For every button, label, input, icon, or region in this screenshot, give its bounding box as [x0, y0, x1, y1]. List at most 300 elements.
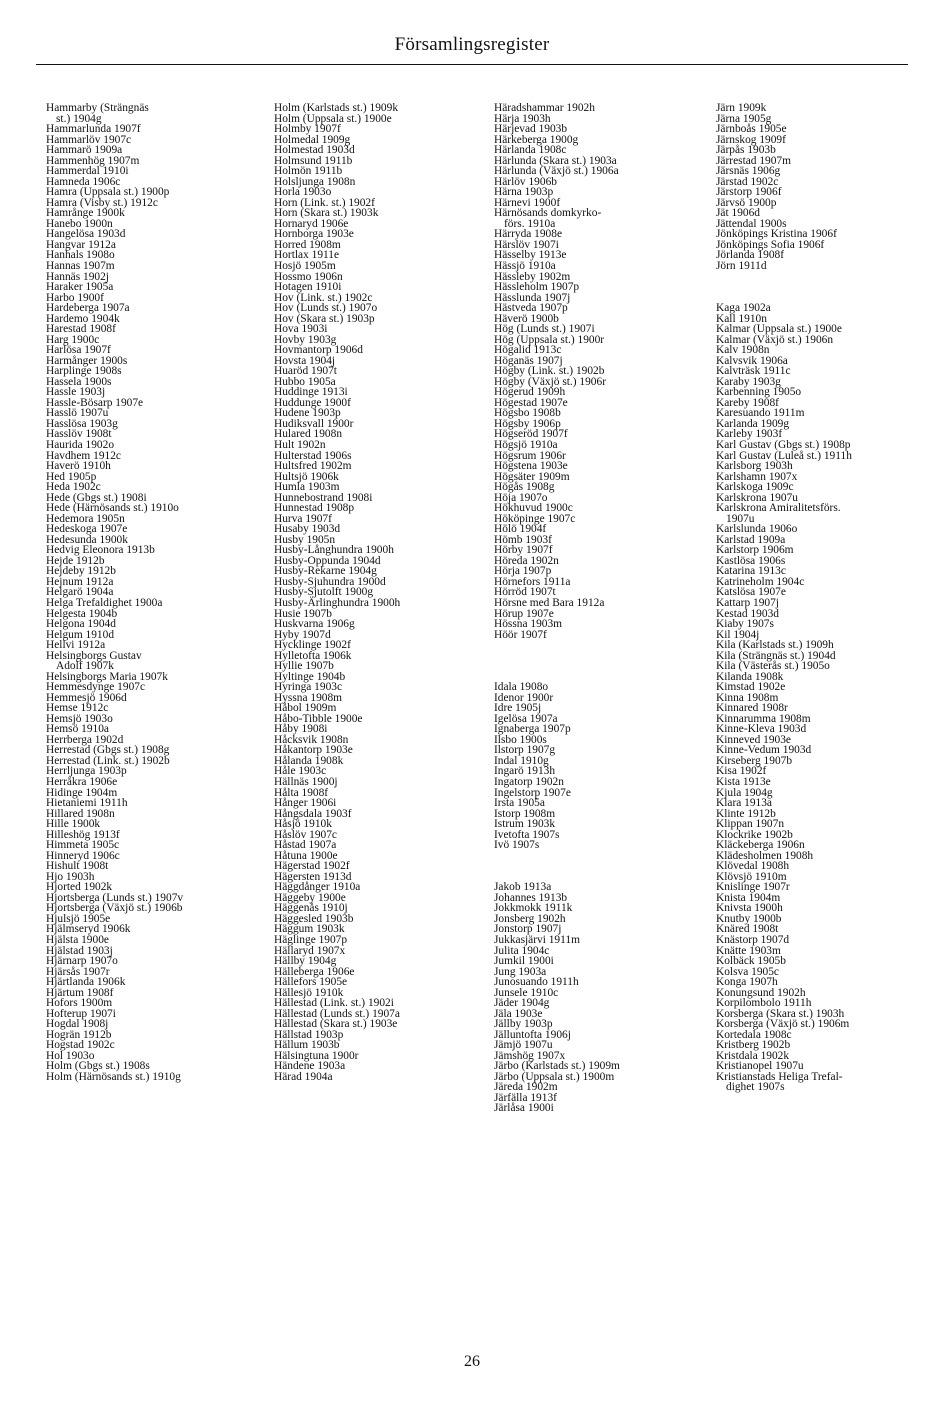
register-entry: Hästveda 1907p	[494, 302, 568, 315]
register-entry: Karlskoga 1909c	[716, 481, 794, 494]
register-entry: Häggdånger 1910a	[274, 881, 361, 894]
register-entry: Järstad 1902c	[716, 175, 779, 188]
register-entry: Hassle 1903j	[46, 386, 106, 399]
register-entry: Ilsbo 1900s	[494, 733, 547, 746]
register-entry: Hudiksvall 1900r	[274, 417, 354, 430]
register-entry: Kisa 1902f	[716, 765, 767, 778]
register-entry: Knislinge 1907r	[716, 881, 790, 894]
register-entry-continuation: st.) 1904g	[56, 112, 102, 125]
register-entry: Järstorp 1906f	[716, 186, 782, 199]
register-entry: Istorp 1908m	[494, 807, 556, 820]
register-entry: Hyltinge 1904b	[274, 670, 346, 683]
register-entry: Kinneved 1903e	[716, 733, 791, 746]
register-entry: Kinnared 1908r	[716, 702, 788, 715]
register-entry: Hemsö 1910a	[46, 723, 109, 736]
register-entry: Hammarö 1909a	[46, 144, 123, 157]
register-entry: Högsjö 1910a	[494, 439, 558, 451]
register-entry: Huddinge 1913i	[274, 386, 348, 399]
register-entry: Hofors 1900m	[46, 997, 113, 1010]
register-entry: Hångsdala 1903f	[274, 807, 352, 820]
register-entry: Hotagen 1910i	[274, 281, 342, 294]
register-entry: Hjärtlanda 1906k	[46, 976, 126, 989]
register-entry-continuation: förs. 1910a	[504, 217, 556, 230]
register-entry: Husby-Oppunda 1904d	[274, 554, 381, 567]
register-entry: Huddunge 1900f	[274, 396, 351, 409]
register-entry: Hjärsås 1907r	[46, 965, 110, 978]
register-entry: Högby (Växjö st.) 1906r	[494, 375, 606, 388]
register-entry: Härkeberga 1900g	[494, 133, 579, 146]
register-column-1	[46, 103, 258, 1082]
register-entry: Hedeskoga 1907e	[46, 523, 128, 536]
register-entry: Hultsfred 1902m	[274, 460, 352, 473]
register-entry: Hjortsberga (Lunds st.) 1907v	[46, 891, 184, 904]
register-entry: Klockrike 1902b	[716, 828, 793, 841]
register-entry: Holm (Härnösands st.) 1910g	[46, 1070, 181, 1083]
register-entry: Hasslösa 1903g	[46, 417, 118, 430]
register-entry: Högsäter 1909m	[494, 470, 570, 483]
register-entry: Järnskog 1909f	[716, 133, 786, 146]
register-entry: Helgona 1904d	[46, 618, 116, 631]
register-entry: Kil 1904j	[716, 628, 760, 641]
register-entry: Igelösa 1907a	[494, 712, 558, 725]
register-entry: Hamneda 1906c	[46, 175, 121, 188]
register-entry: Hed 1905p	[46, 470, 97, 483]
register-entry: Konga 1907h	[716, 976, 778, 989]
register-entry: Knäred 1908t	[716, 923, 779, 936]
register-entry: Kristberg 1902b	[716, 1039, 791, 1052]
register-entry: Hällnäs 1900j	[274, 776, 338, 788]
register-entry: Håby 1908i	[274, 723, 328, 736]
register-entry: Havdhem 1912c	[46, 449, 121, 462]
register-entry: Kimstad 1902e	[716, 681, 786, 694]
header-rule	[36, 64, 908, 65]
register-entry: Hjälmseryd 1906k	[46, 923, 131, 936]
register-entry: Hishult 1908t	[46, 860, 109, 873]
register-entry: Heda 1902c	[46, 481, 101, 494]
register-entry: Idala 1908o	[494, 681, 549, 694]
register-entry: Karaby 1903g	[716, 375, 781, 388]
register-entry: Härna 1903p	[494, 186, 554, 199]
register-entry: Haurida 1902o	[46, 439, 115, 451]
register-entry: Kall 1910n	[716, 312, 767, 325]
register-entry: Härjevad 1903b	[494, 123, 568, 136]
register-entry: Höör 1907f	[494, 628, 547, 641]
section-gap	[494, 861, 706, 872]
register-entry: Hilleshög 1913f	[46, 828, 120, 841]
register-entry: Hogdal 1908j	[46, 1018, 109, 1031]
register-entry: Hjärtum 1908f	[46, 986, 114, 999]
register-entry: Harplinge 1908s	[46, 365, 122, 378]
register-column-4	[716, 103, 928, 1093]
register-entry: Högsby 1906p	[494, 417, 561, 430]
register-entry: Istrum 1903k	[494, 818, 556, 831]
register-entry: Hangvar 1912a	[46, 238, 116, 251]
register-entry: Hägerstad 1902f	[274, 860, 350, 873]
register-entry: Högseröd 1907f	[494, 428, 568, 441]
register-entry: Humla 1903m	[274, 481, 340, 494]
register-entry: Indal 1910g	[494, 754, 549, 767]
register-entry: Hjortsberga (Växjö st.) 1906b	[46, 902, 183, 915]
register-entry: Hille 1900k	[46, 818, 101, 831]
register-entry: Hörnefors 1911a	[494, 575, 571, 588]
register-entry: Hörsne med Bara 1912a	[494, 596, 605, 609]
register-entry: Jumkil 1900i	[494, 955, 554, 968]
register-entry: Hyby 1907d	[274, 628, 331, 641]
register-entry: Hamra (Visby st.) 1912c	[46, 196, 158, 209]
register-entry: Hovby 1903g	[274, 333, 337, 346]
register-entry: Hömb 1903f	[494, 533, 552, 546]
register-entry: Ingatorp 1902n	[494, 776, 564, 788]
register-entry: Karl Gustav (Gbgs st.) 1908p	[716, 439, 851, 451]
register-entry: Husby-Sjuhundra 1900d	[274, 575, 386, 588]
register-entry: Karlstorp 1906m	[716, 544, 794, 557]
register-entry: Hörröd 1907t	[494, 586, 556, 599]
register-entry: Höja 1907o	[494, 491, 548, 504]
section-gap	[494, 661, 706, 672]
register-entry: Holmön 1911b	[274, 165, 343, 178]
register-entry: Högsbo 1908b	[494, 407, 561, 420]
register-entry: Kaga 1902a	[716, 302, 771, 315]
register-entry: Helgum 1910d	[46, 628, 115, 641]
register-entry: Härad 1904a	[274, 1070, 333, 1083]
register-entry: Hammerdal 1910i	[46, 165, 129, 178]
register-entry: Hejnum 1912a	[46, 575, 114, 588]
register-entry: Kalvträsk 1911c	[716, 365, 791, 378]
register-entry: Hasslöv 1908t	[46, 428, 112, 441]
register-entry: Knätte 1903m	[716, 944, 781, 957]
register-entry: Hällefors 1905e	[274, 976, 348, 989]
register-entry: Karlskrona Amiralitetsförs.	[716, 502, 841, 515]
register-entry: Hannas 1907m	[46, 259, 115, 272]
register-entry: Hunnestad 1908p	[274, 502, 355, 515]
register-entry: Kila (Västerås st.) 1905o	[716, 660, 830, 673]
register-entry: Husby-Ärlinghundra 1900h	[274, 596, 401, 609]
register-entry: Klippan 1907n	[716, 818, 785, 831]
register-entry: Kalv 1908n	[716, 344, 770, 357]
register-entry: Härryda 1908e	[494, 228, 562, 241]
register-entry: Husby-Långhundra 1900h	[274, 544, 394, 557]
register-entry: Haverö 1910h	[46, 460, 111, 473]
register-entry: Hammarlunda 1907f	[46, 123, 141, 136]
register-entry: Horred 1908m	[274, 238, 341, 251]
register-entry: Ingelstorp 1907e	[494, 786, 571, 799]
register-entry: Hogrän 1912b	[46, 1028, 112, 1041]
register-entry: Idre 1905j	[494, 702, 542, 715]
register-entry: Knista 1904m	[716, 891, 781, 904]
register-entry: Knutby 1900b	[716, 912, 782, 925]
register-entry: Helsingborgs Gustav	[46, 649, 142, 662]
register-entry: Håcksvik 1908n	[274, 733, 349, 746]
register-entry: Holm (Gbgs st.) 1908s	[46, 1060, 150, 1073]
register-entry: Jörlanda 1908f	[716, 249, 785, 262]
register-entry: Jönköpings Sofia 1906f	[716, 238, 825, 251]
register-entry: Järpås 1903b	[716, 144, 776, 157]
register-entry: Hjo 1903h	[46, 870, 95, 883]
register-entry: Järsnäs 1906g	[716, 165, 781, 178]
register-entry: Hålanda 1908k	[274, 754, 344, 767]
register-entry: Håslöv 1907c	[274, 828, 337, 841]
register-entry: Jokkmokk 1911k	[494, 902, 573, 915]
register-entry: Hornborga 1903e	[274, 228, 354, 241]
register-entry: Hjärnarp 1907o	[46, 955, 118, 968]
register-entry: Håbol 1909m	[274, 702, 337, 715]
register-entry: Karlskrona 1907u	[716, 491, 798, 504]
register-entry: Holm (Uppsala st.) 1900e	[274, 112, 392, 125]
register-entry: Hannäs 1902j	[46, 270, 109, 283]
section-gap	[494, 851, 706, 862]
register-entry: Kista 1913e	[716, 776, 771, 788]
register-entry: Kolsva 1905c	[716, 965, 779, 978]
register-entry: Hossmo 1906n	[274, 270, 343, 283]
register-entry: Kalvsvik 1906a	[716, 354, 788, 367]
register-entry: Häggesled 1903b	[274, 912, 354, 925]
register-entry: Häggenås 1910j	[274, 902, 348, 915]
register-entry: Järna 1905g	[716, 112, 772, 125]
register-entry: Häverö 1900b	[494, 312, 559, 325]
register-entry: Hammarby (Strängnäs	[46, 102, 149, 114]
register-entry: Hässleholm 1907p	[494, 281, 580, 294]
register-entry: Konungsund 1902h	[716, 986, 806, 999]
register-entry: Hägersten 1913d	[274, 870, 352, 883]
register-entry: Katslösa 1907e	[716, 586, 786, 599]
register-entry: Högalid 1913c	[494, 344, 562, 357]
register-entry: Högestad 1907e	[494, 396, 568, 409]
register-entry: Holsljunga 1908n	[274, 175, 356, 188]
register-entry: Kilanda 1908k	[716, 670, 784, 683]
register-entry: Hånger 1906i	[274, 797, 337, 810]
register-entry: Hököpinge 1907c	[494, 512, 576, 525]
register-entry: Helsingborgs Maria 1907k	[46, 670, 168, 683]
register-entry: Hemmesdynge 1907c	[46, 681, 146, 694]
register-entry: Hyringa 1903c	[274, 681, 343, 694]
register-entry: Håkantorp 1903e	[274, 744, 353, 757]
register-entry: Hässelby 1913e	[494, 249, 567, 262]
register-entry: Hov (Skara st.) 1903p	[274, 312, 375, 325]
register-entry: Häggum 1903k	[274, 923, 345, 936]
register-entry: Jät 1906d	[716, 207, 760, 220]
register-entry: Kinna 1908m	[716, 691, 779, 704]
register-entry: Hassela 1900s	[46, 375, 112, 388]
register-entry: Karbenning 1905o	[716, 386, 802, 399]
register-entry: Klinte 1912b	[716, 807, 776, 820]
register-entry: Högsrum 1906r	[494, 449, 566, 462]
register-entry: Hemse 1912c	[46, 702, 109, 715]
register-entry: Järrestad 1907m	[716, 154, 791, 167]
register-entry: Hornaryd 1906e	[274, 217, 349, 230]
register-entry: Hällestad (Lunds st.) 1907a	[274, 1007, 400, 1020]
register-entry: Jättendal 1900s	[716, 217, 787, 230]
register-entry: Järvsö 1900p	[716, 196, 777, 209]
register-entry: Kinnarumma 1908m	[716, 712, 811, 725]
register-entry: Järbo (Karlstads st.) 1909m	[494, 1060, 620, 1073]
register-entry: Hög (Uppsala st.) 1900r	[494, 333, 605, 346]
register-entry: Kirseberg 1907b	[716, 754, 793, 767]
register-entry: Hede (Härnösands st.) 1910o	[46, 502, 179, 515]
register-entry: Järeda 1902m	[494, 1081, 558, 1094]
register-entry: Karl Gustav (Luleå st.) 1911h	[716, 449, 852, 462]
register-entry: Hässjö 1910a	[494, 259, 556, 272]
register-entry: Kareby 1908f	[716, 396, 779, 409]
register-entry: Husaby 1903d	[274, 523, 341, 536]
register-entry: Hurva 1907f	[274, 512, 332, 525]
register-entry: Hökhuvud 1900c	[494, 502, 573, 515]
register-entry: Husby 1905n	[274, 533, 336, 546]
register-entry: Helgesta 1904b	[46, 607, 118, 620]
register-entry: Kila (Karlstads st.) 1909h	[716, 639, 834, 652]
register-entry: Julita 1904c	[494, 944, 550, 957]
register-entry: Hycklinge 1902f	[274, 639, 351, 652]
register-entry: Klövedal 1908h	[716, 860, 790, 873]
register-entry: Hasslö 1907u	[46, 407, 109, 420]
register-entry: Jonsberg 1902h	[494, 912, 566, 925]
register-entry: Händene 1903a	[274, 1060, 346, 1073]
register-entry: Helga Trefaldighet 1900a	[46, 596, 163, 609]
register-entry: Hillared 1908n	[46, 807, 115, 820]
register-entry: Hultsjö 1906k	[274, 470, 339, 483]
register-entry: Höreda 1902n	[494, 554, 559, 567]
register-entry: Hyllie 1907b	[274, 660, 334, 673]
register-entry: Hogstad 1902c	[46, 1039, 115, 1052]
register-entry: Härnevi 1900f	[494, 196, 561, 209]
register-entry: Hölö 1904f	[494, 523, 547, 536]
register-entry: Katrineholm 1904c	[716, 575, 805, 588]
register-entry: Hede (Gbgs st.) 1908i	[46, 491, 147, 504]
register-entry: Håsjö 1910k	[274, 818, 332, 831]
register-entry: Hörby 1907f	[494, 544, 553, 557]
register-entry: Herrestad (Gbgs st.) 1908g	[46, 744, 170, 757]
register-entry: Hällby 1904g	[274, 955, 337, 968]
register-entry: Horn (Link. st.) 1902f	[274, 196, 375, 209]
register-entry-continuation: dighet 1907s	[726, 1081, 785, 1094]
register-entry: Kristdala 1902k	[716, 1049, 790, 1062]
register-entry: Hylletofta 1906k	[274, 649, 352, 662]
register-entry: Härlanda 1908c	[494, 144, 567, 157]
register-entry: Hova 1903i	[274, 323, 328, 336]
register-entry: Härlunda (Växjö st.) 1906a	[494, 165, 619, 178]
register-entry: Hössna 1903m	[494, 618, 563, 631]
register-entry: Jonstorp 1907j	[494, 923, 562, 936]
register-entry: Haraker 1905a	[46, 281, 114, 294]
register-entry: Hällestad (Link. st.) 1902i	[274, 997, 394, 1010]
register-entry: Karleby 1903f	[716, 428, 783, 441]
section-gap	[494, 640, 706, 651]
register-entry: Jämjö 1907u	[494, 1039, 553, 1052]
register-entry: Hemsjö 1903o	[46, 712, 113, 725]
register-entry: Ingarö 1913h	[494, 765, 556, 778]
register-entry: Hov (Link. st.) 1902c	[274, 291, 373, 304]
register-entry: Hörup 1907e	[494, 607, 554, 620]
register-entry: Harmånger 1900s	[46, 354, 128, 367]
register-entry: Katarina 1913c	[716, 565, 786, 578]
register-entry: Himmeta 1905c	[46, 839, 120, 852]
register-entry: Håtuna 1900e	[274, 849, 338, 862]
register-entry: Harestad 1908f	[46, 323, 116, 336]
register-entry: Hällum 1903b	[274, 1039, 340, 1052]
register-entry: Jälluntofta 1906j	[494, 1028, 571, 1041]
register-entry: Hardeberga 1907a	[46, 302, 130, 315]
register-entry: Högås 1908g	[494, 481, 555, 494]
register-entry: Härlunda (Skara st.) 1903a	[494, 154, 617, 167]
register-entry: Hedvig Eleonora 1913b	[46, 544, 155, 557]
register-entry: Hardemo 1904k	[46, 312, 120, 325]
register-entry: Håbo-Tibble 1900e	[274, 712, 363, 725]
register-entry: Kinne-Kleva 1903d	[716, 723, 807, 736]
register-entry: Junosuando 1911h	[494, 976, 579, 989]
register-entry: Hjulsjö 1905e	[46, 912, 111, 925]
register-entry: Herrestad (Link. st.) 1902b	[46, 754, 170, 767]
register-entry: Harbo 1900f	[46, 291, 104, 304]
register-entry: Hälleberga 1906e	[274, 965, 355, 978]
register-entry: Järn 1909k	[716, 102, 767, 114]
register-entry: Hubbo 1905a	[274, 375, 336, 388]
register-entry: Jönköpings Kristina 1906f	[716, 228, 837, 241]
register-entry: Högerud 1909h	[494, 386, 566, 399]
register-entry: Herrljunga 1903p	[46, 765, 127, 778]
register-entry: Hög (Lunds st.) 1907i	[494, 323, 595, 336]
register-entry: Hedesunda 1900k	[46, 533, 128, 546]
register-entry: Johannes 1913b	[494, 891, 568, 904]
register-entry: Hov (Lunds st.) 1907o	[274, 302, 378, 315]
register-entry: Hålta 1908f	[274, 786, 329, 799]
register-entry: Karlslunda 1906o	[716, 523, 798, 536]
register-entry: Hassle-Bösarp 1907e	[46, 396, 144, 409]
register-entry: Hörja 1907p	[494, 565, 552, 578]
register-entry: Hanebo 1900n	[46, 217, 113, 230]
register-entry: Hudene 1903p	[274, 407, 341, 420]
register-entry: Järlåsa 1900i	[494, 1102, 554, 1115]
register-entry: Järfälla 1913f	[494, 1091, 557, 1104]
register-entry: Höganäs 1907j	[494, 354, 563, 367]
register-entry: Karlanda 1909g	[716, 417, 790, 430]
register-entry: Klövsjö 1910m	[716, 870, 787, 883]
register-entry: Husie 1907b	[274, 607, 332, 620]
register-entry: Hinneryd 1906c	[46, 849, 120, 862]
register-entry: Ivö 1907s	[494, 839, 540, 852]
register-entry: Klädesholmen 1908h	[716, 849, 814, 862]
register-entry: Horn (Skara st.) 1903k	[274, 207, 379, 220]
register-entry: Kolbäck 1905b	[716, 955, 786, 968]
register-entry: Härslöv 1907i	[494, 238, 559, 251]
register-entry: Håstad 1907a	[274, 839, 337, 852]
register-entry: Jakob 1913a	[494, 881, 552, 894]
register-entry: Kestad 1903d	[716, 607, 779, 620]
register-entry: Kjula 1904g	[716, 786, 773, 799]
register-entry: Järbo (Uppsala st.) 1900m	[494, 1070, 615, 1083]
register-entry: Högby (Link. st.) 1902b	[494, 365, 605, 378]
register-entry: Hamra (Uppsala st.) 1900p	[46, 186, 170, 199]
section-gap	[716, 282, 928, 293]
register-entry: Holmestad 1903d	[274, 144, 355, 157]
register-entry: Håle 1903c	[274, 765, 327, 778]
register-entry: Hjälstad 1903j	[46, 944, 113, 957]
register-entry: Hällstad 1903p	[274, 1028, 344, 1041]
register-entry: Hejde 1912b	[46, 554, 105, 567]
register-entry: Idenor 1900r	[494, 691, 554, 704]
register-entry: Hol 1903o	[46, 1049, 95, 1062]
register-entry: Hällestad (Skara st.) 1903e	[274, 1018, 398, 1031]
register-entry: Häglinge 1907p	[274, 933, 348, 946]
register-entry: Ilstorp 1907g	[494, 744, 556, 757]
register-entry: Kila (Strängnäs st.) 1904d	[716, 649, 836, 662]
register-entry: Korpilombolo 1911h	[716, 997, 812, 1010]
register-entry: Herråkra 1906e	[46, 776, 118, 788]
register-entry: Hietaniemi 1911h	[46, 797, 128, 810]
register-entry: Horla 1903o	[274, 186, 332, 199]
register-entry: Hunnebostrand 1908i	[274, 491, 373, 504]
register-entry: Holmedal 1909g	[274, 133, 351, 146]
register-entry: Hjorted 1902k	[46, 881, 113, 894]
register-entry: Jung 1903a	[494, 965, 547, 978]
